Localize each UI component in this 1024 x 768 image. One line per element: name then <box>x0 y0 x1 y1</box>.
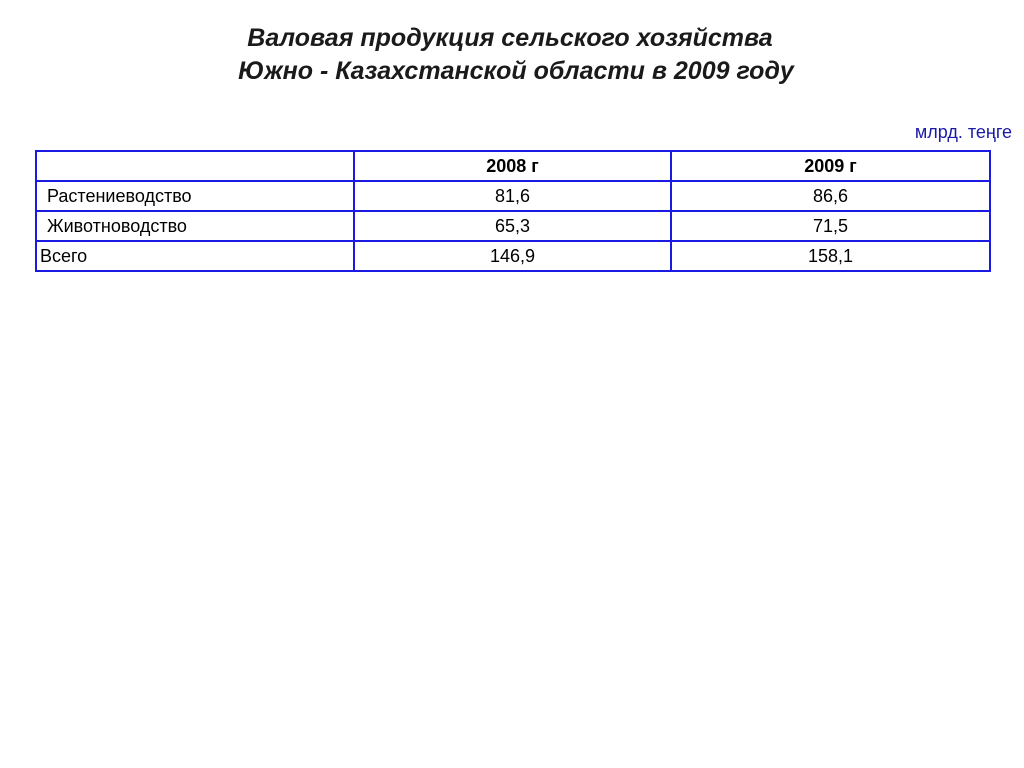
page-title <box>0 22 1024 88</box>
cell-value-2008: 146,9 <box>354 241 671 271</box>
header-empty-cell <box>36 151 354 181</box>
table-row <box>36 211 990 241</box>
header-2009: 2009 г <box>671 151 990 181</box>
cell-value-2009: 71,5 <box>671 211 990 241</box>
table-header-row <box>36 151 990 181</box>
table-row <box>36 181 990 211</box>
row-label-crop: Растениеводство <box>36 181 354 211</box>
cell-value-2009: 158,1 <box>671 241 990 271</box>
production-table <box>35 150 991 272</box>
row-label-total: Всего <box>36 241 354 271</box>
title-line-1: Валовая продукция сельского хозяйства <box>247 24 773 52</box>
unit-label: млрд. теңге <box>914 122 1012 142</box>
cell-value-2009: 86,6 <box>671 181 990 211</box>
row-label-livestock: Животноводство <box>36 211 354 241</box>
title-line-2: Южно - Казахстанской области в 2009 году <box>238 57 794 85</box>
header-2008: 2008 г <box>354 151 671 181</box>
cell-value-2008: 65,3 <box>354 211 671 241</box>
table-row <box>36 241 990 271</box>
cell-value-2008: 81,6 <box>354 181 671 211</box>
